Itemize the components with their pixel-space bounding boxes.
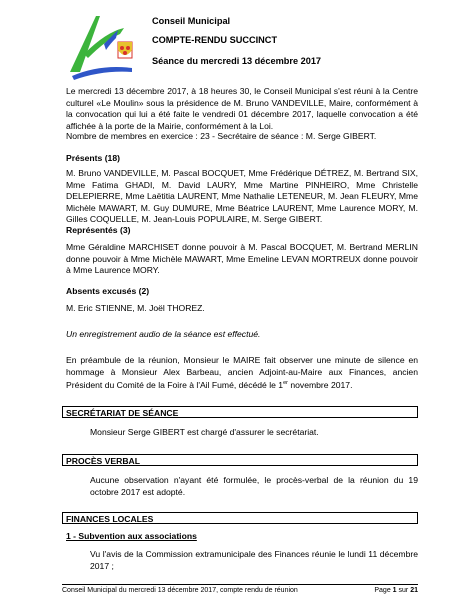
header-session: Séance du mercredi 13 décembre 2017 (152, 56, 322, 66)
section-secretariat-title: SECRÉTARIAT DE SÉANCE (62, 406, 418, 418)
footer-left-text: Conseil Municipal du mercredi 13 décembre 2017, compte rendu de réunion (62, 587, 298, 594)
audio-note: Un enregistrement audio de la séance est effectué. (66, 329, 261, 339)
section-proces-title: PROCÈS VERBAL (62, 454, 418, 466)
section-secretariat-text: Monsieur Serge GIBERT est chargé d'assurer le secrétariat. (90, 427, 319, 437)
header-org: Conseil Municipal (152, 16, 231, 26)
preamble-sup: er (283, 380, 288, 386)
presents-list: M. Bruno VANDEVILLE, M. Pascal BOCQUET, Mme Frédérique DÉTREZ, M. Bertrand SIX, Mme Fatima GHADI, M. David LAURY, Mme Martine PINHEIRO, Mme Christelle DELEPIERRE, Mme Laëtitia LAURENT, Mme Nathalie LETENEUR, M. Jean FLEURY, Mme Michèle MAWART, M. Guy DUMURE, Mme Béatrice LAURENT, Mme Laurence MORY, M. Gilles COQUELLE, M. Jean-Louis POPULAIRE, M. Serge GIBERT. (66, 168, 418, 224)
section-finances-title: FINANCES LOCALES (62, 512, 418, 524)
preamble-text-a: En préambule de la réunion, Monsieur le MAIRE fait observer une minute de silence en hommage à Monsieur Alex Barbeau, ancien Adjoint-au-Maire aux Finances, ancien Président du Comité de la Foire à l'Ail Fumé, décédé le 1 (66, 355, 418, 390)
footer (62, 587, 418, 594)
absents-list: M. Eric STIENNE, M. Joël THOREZ. (66, 303, 205, 313)
page-sep: sur (396, 587, 411, 594)
footer-rule (62, 584, 418, 585)
members-line: Nombre de membres en exercice : 23 - Secrétaire de séance : M. Serge GIBERT. (66, 131, 377, 141)
represented-heading: Représentés (3) (66, 225, 131, 235)
intro-paragraph: Le mercredi 13 décembre 2017, à 18 heures 30, le Conseil Municipal s'est réuni à la Centre culturel «Le Moulin» sous la présidence de M. Bruno VANDEVILLE, Maire, conformément à la convocation qui lui a été faite le vendredi 01 décembre 2017, laquelle convocation a été affichée à la porte de la Mairie, conformément à la Loi. (66, 86, 418, 131)
represented-list: Mme Géraldine MARCHISET donne pouvoir à M. Pascal BOCQUET, M. Bertrand MERLIN donne pouvoir à Mme Michèle MAWART, Mme Emeline LEVAN MORTREUX donne pouvoir à Mme Laurence MORY. (66, 242, 418, 275)
absents-heading: Absents excusés (2) (66, 286, 150, 296)
section-finances-subtitle: 1 - Subvention aux associations (66, 531, 197, 541)
section-proces-text: Aucune observation n'ayant été formulée, le procès-verbal de la réunion du 19 octobre 2017 est adopté. (90, 475, 418, 497)
preamble-paragraph (66, 355, 418, 391)
preamble-text-b: novembre 2017. (287, 379, 353, 390)
page-current: 1 (392, 587, 397, 594)
municipal-logo (66, 14, 136, 82)
presents-heading: Présents (18) (66, 153, 120, 163)
header-title: COMPTE-RENDU SUCCINCT (152, 35, 278, 45)
page-total: 21 (410, 587, 418, 594)
page-number (374, 587, 418, 594)
section-finances-text: Vu l'avis de la Commission extramunicipale des Finances réunie le lundi 11 décembre 2017 ; (90, 549, 418, 571)
page-prefix: Page (374, 587, 393, 594)
